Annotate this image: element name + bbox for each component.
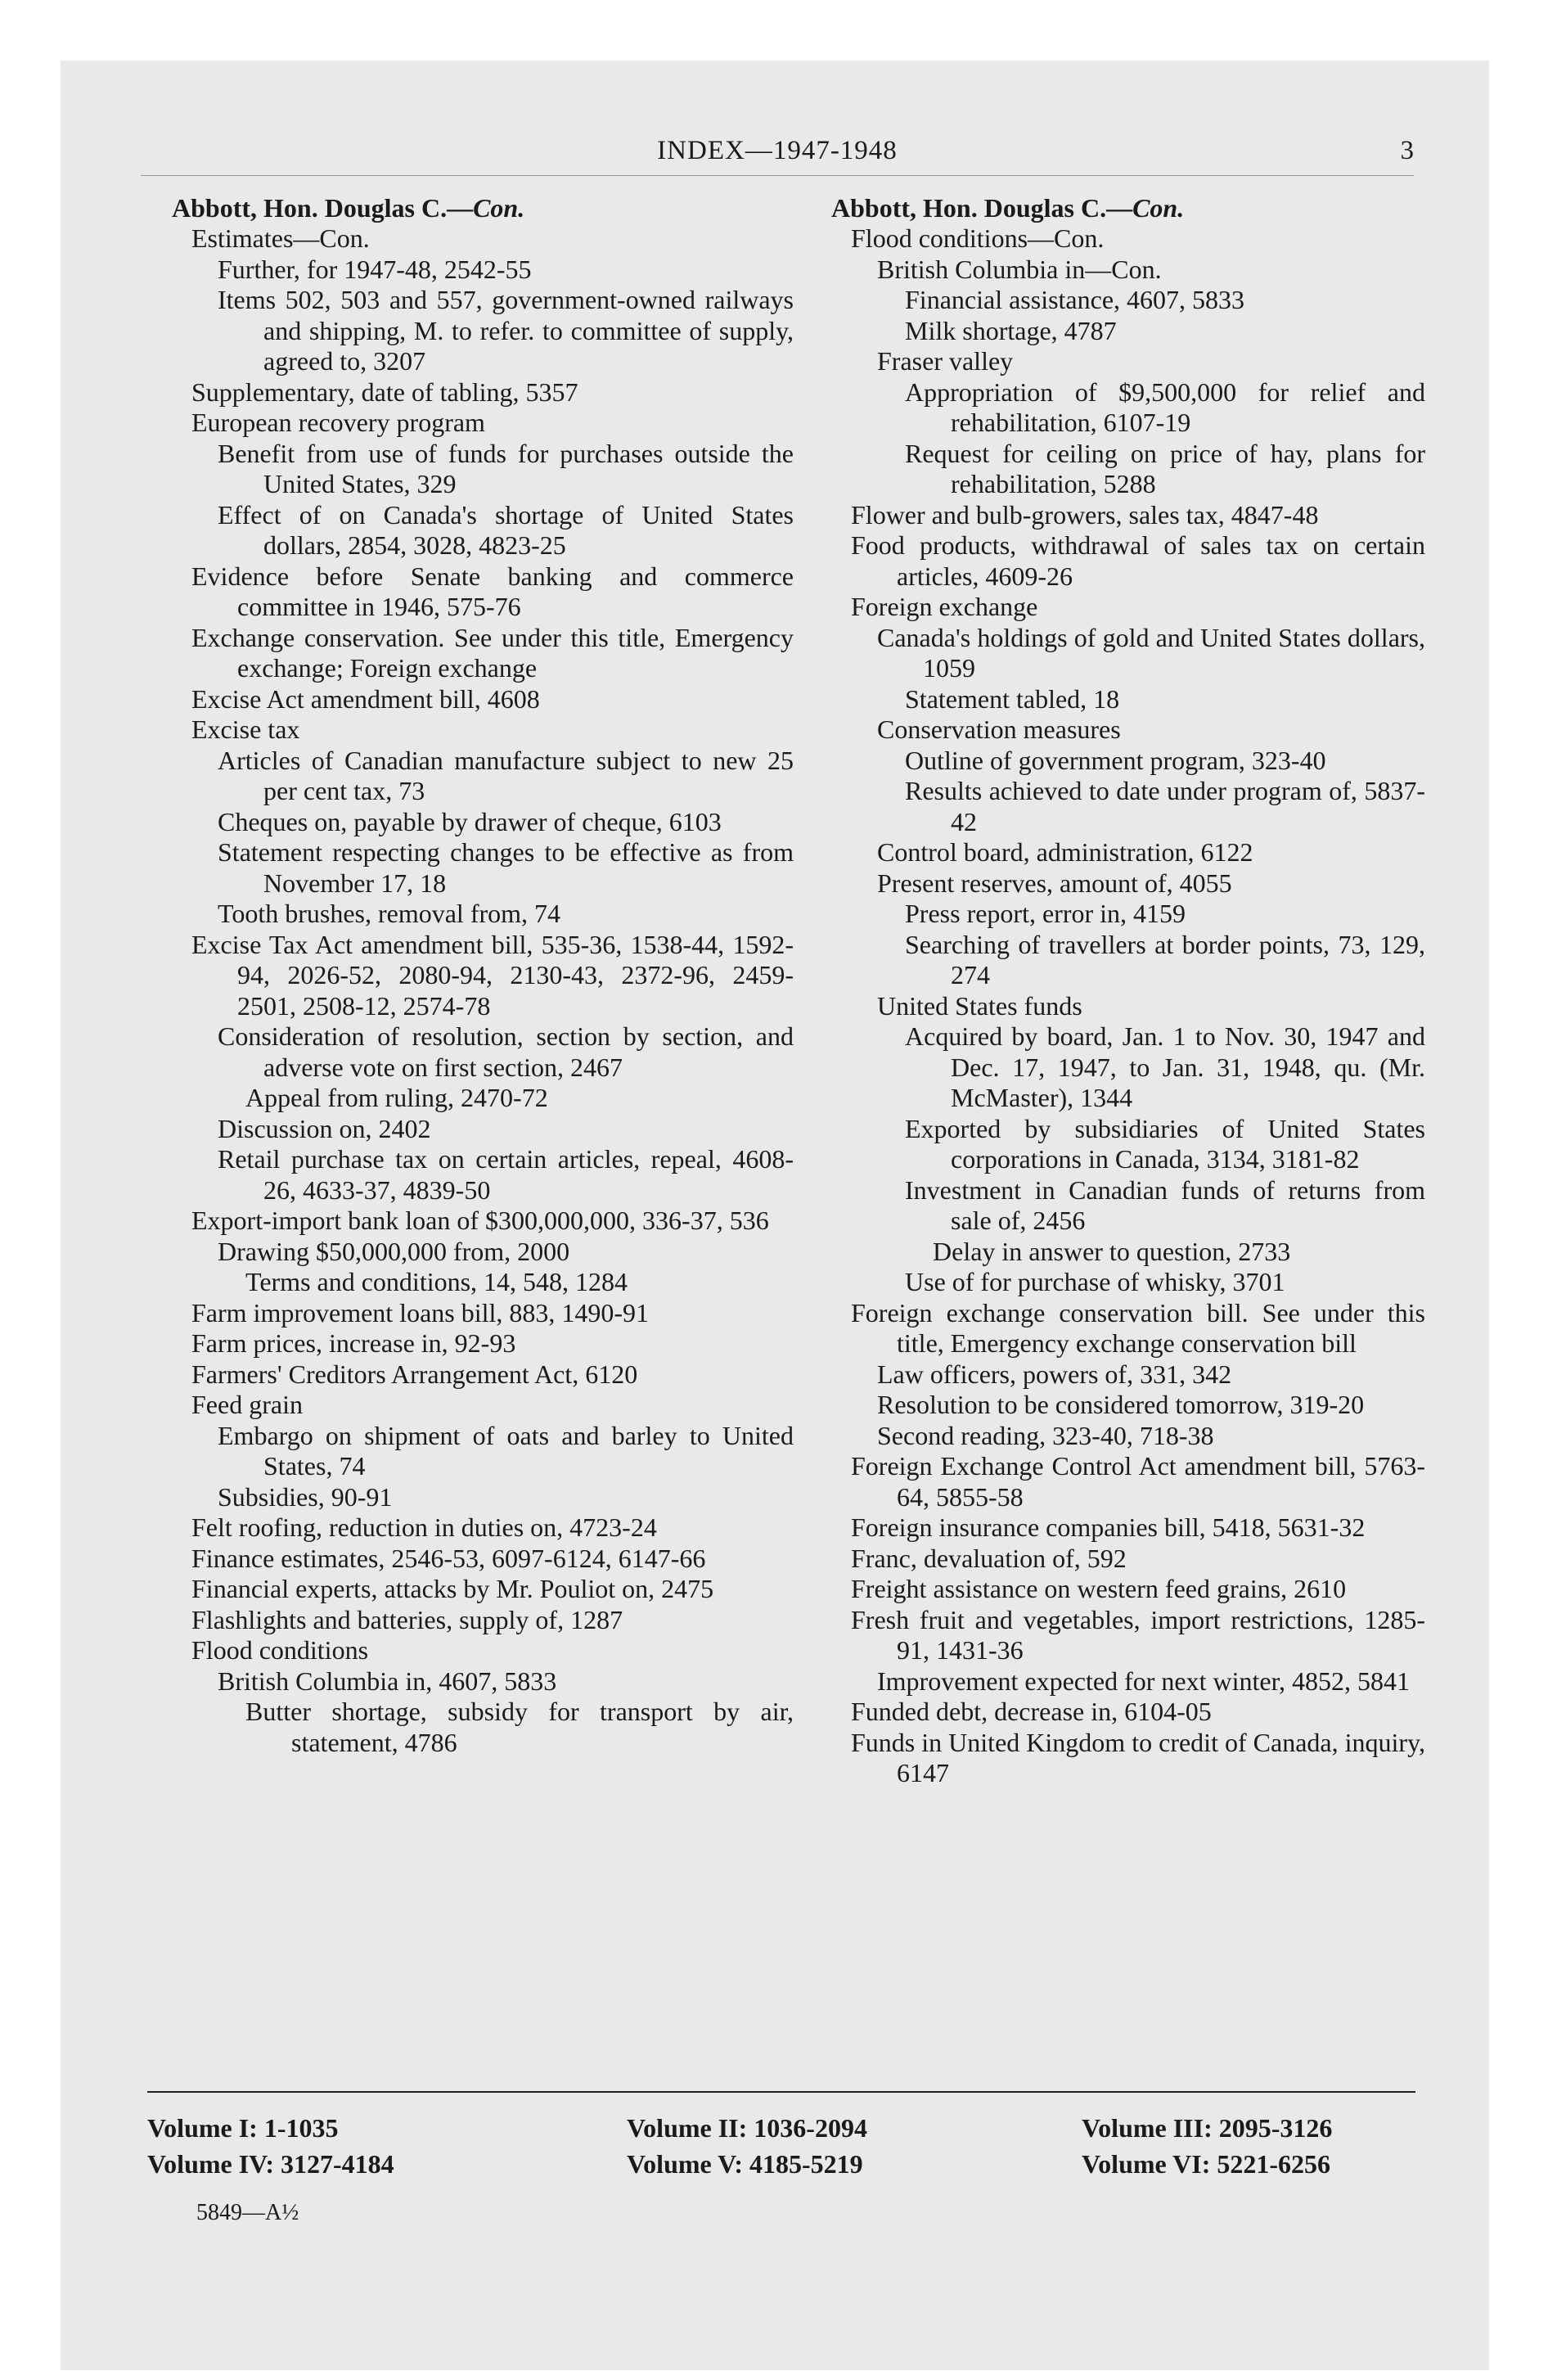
index-entry: Appeal from ruling, 2470-72 [245, 1083, 548, 1112]
index-entry: Supplementary, date of tabling, 5357 [191, 376, 578, 407]
index-entry: Foreign exchange conservation bill. See under this title, Emergency exchange conservation bill [851, 1297, 1425, 1358]
index-entry: Subsidies, 90-91 [218, 1481, 393, 1512]
index-entry: Statement respecting changes to be effective as from November 17, 18 [218, 837, 794, 898]
index-entry: Financial experts, attacks by Mr. Pouliot on, 2475 [191, 1574, 714, 1603]
index-entry: Fresh fruit and vegetables, import restrictions, 1285-91, 1431-36 [851, 1604, 1425, 1665]
volume-line: Volume III: 2095-3126 [1082, 2113, 1333, 2143]
index-entry: Statement tabled, 18 [905, 683, 1120, 714]
index-entry: Foreign Exchange Control Act amendment bill, 5763-64, 5855-58 [851, 1451, 1425, 1512]
index-entry: Butter shortage, subsidy for transport by air, statement, 4786 [245, 1697, 794, 1757]
left-column-heading: Abbott, Hon. Douglas C.—Con. [172, 193, 525, 223]
left-entries [172, 223, 794, 1758]
index-entry: Foreign insurance companies bill, 5418, 5631-32 [851, 1512, 1366, 1542]
index-entry: Excise Tax Act amendment bill, 535-36, 1538-44, 1592-94, 2026-52, 2080-94, 2130-43, 2372-96, 2459-2501, 2508-12, 2574-78 [191, 929, 794, 1021]
index-entry: Flashlights and batteries, supply of, 1287 [191, 1604, 623, 1634]
index-entry: Press report, error in, 4159 [905, 899, 1186, 928]
index-entry: Request for ceiling on price of hay, plans for rehabilitation, 5288 [905, 438, 1425, 498]
index-entry: Acquired by board, Jan. 1 to Nov. 30, 1947 and Dec. 17, 1947, to Jan. 31, 1948, qu. (Mr. McMaster), 1344 [905, 1021, 1425, 1112]
index-entry: Resolution to be considered tomorrow, 319-20 [877, 1390, 1365, 1419]
volume-line: Volume VI: 5221-6256 [1082, 2149, 1331, 2179]
volume-line: Volume IV: 3127-4184 [147, 2149, 394, 2179]
index-entry: Terms and conditions, 14, 548, 1284 [245, 1267, 628, 1296]
index-entry: Tooth brushes, removal from, 74 [218, 899, 561, 928]
index-entry: Flood conditions [191, 1635, 369, 1665]
index-entry: Food products, withdrawal of sales tax on certain articles, 4609-26 [851, 530, 1425, 591]
index-entry: Fraser valley [877, 346, 1014, 376]
right-column-heading: Abbott, Hon. Douglas C.—Con. [831, 193, 1185, 223]
right-column [831, 192, 1425, 1789]
index-entry: Flower and bulb-growers, sales tax, 4847-48 [851, 499, 1319, 530]
index-entry: Exchange conservation. See under this title, Emergency exchange; Foreign exchange [191, 622, 794, 683]
index-entry: Foreign exchange [851, 592, 1038, 621]
index-entry: Searching of travellers at border points, 73, 129, 274 [905, 929, 1425, 989]
index-entry: Farm improvement loans bill, 883, 1490-91 [191, 1297, 650, 1327]
index-entry: Outline of government program, 323-40 [905, 745, 1326, 775]
index-entry: Appropriation of $9,500,000 for relief and rehabilitation, 6107-19 [905, 376, 1425, 437]
index-entry: Feed grain [191, 1390, 303, 1419]
index-entry: Freight assistance on western feed grains, 2610 [851, 1574, 1347, 1603]
index-entry: Excise tax [191, 714, 300, 744]
index-entry: Control board, administration, 6122 [877, 837, 1253, 867]
index-entry: Felt roofing, reduction in duties on, 4723-24 [191, 1512, 657, 1542]
index-entry: Funds in United Kingdom to credit of Canada, inquiry, 6147 [851, 1727, 1425, 1787]
index-entry: Improvement expected for next winter, 4852, 5841 [877, 1666, 1410, 1696]
index-entry: Law officers, powers of, 331, 342 [877, 1359, 1232, 1389]
index-entry: Excise Act amendment bill, 4608 [191, 683, 540, 714]
index-entry: Milk shortage, 4787 [905, 315, 1117, 345]
page-header [141, 136, 1414, 177]
index-entry: Cheques on, payable by drawer of cheque, 6103 [218, 806, 722, 836]
index-entry: Exported by subsidiaries of United States corporations in Canada, 3134, 3181-82 [905, 1113, 1425, 1174]
index-entry: Present reserves, amount of, 4055 [877, 868, 1232, 898]
header-title: INDEX—1947-1948 [657, 136, 898, 165]
index-entry: Farm prices, increase in, 92-93 [191, 1328, 516, 1358]
index-entry: Embargo on shipment of oats and barley to United States, 74 [218, 1420, 794, 1481]
header-rule [141, 175, 1414, 176]
right-entries [831, 223, 1425, 1789]
index-entry: Effect of on Canada's shortage of United States dollars, 2854, 3028, 4823-25 [218, 499, 794, 560]
index-entry: Investment in Canadian funds of returns from sale of, 2456 [905, 1174, 1425, 1235]
volume-line: Volume I: 1-1035 [147, 2113, 339, 2143]
printer-mark: 5849—A½ [196, 2200, 299, 2225]
volume-line: Volume II: 1036-2094 [627, 2113, 867, 2143]
index-entry: Farmers' Creditors Arrangement Act, 6120 [191, 1359, 638, 1389]
index-entry: United States funds [877, 990, 1082, 1021]
index-entry: Financial assistance, 4607, 5833 [905, 285, 1245, 314]
index-entry: Delay in answer to question, 2733 [933, 1236, 1291, 1266]
index-entry: Consideration of resolution, section by section, and adverse vote on first section, 2467 [218, 1021, 794, 1082]
index-entry: Funded debt, decrease in, 6104-05 [851, 1697, 1212, 1726]
index-entry: European recovery program [191, 408, 485, 437]
index-entry: Second reading, 323-40, 718-38 [877, 1420, 1214, 1450]
index-entry: Evidence before Senate banking and commerce committee in 1946, 575-76 [191, 561, 794, 621]
page-number: 3 [1400, 136, 1414, 165]
volume-group-2 [627, 2110, 867, 2182]
index-entry: Canada's holdings of gold and United States dollars, 1059 [877, 622, 1425, 683]
index-entry: Retail purchase tax on certain articles, repeal, 4608-26, 4633-37, 4839-50 [218, 1144, 794, 1205]
index-entry: Articles of Canadian manufacture subject to new 25 per cent tax, 73 [218, 745, 794, 805]
index-entry: Results achieved to date under program of, 5837-42 [905, 776, 1425, 836]
index-entry: Further, for 1947-48, 2542-55 [218, 254, 532, 284]
volume-line: Volume V: 4185-5219 [627, 2149, 863, 2179]
index-entry: Conservation measures [877, 714, 1121, 744]
index-entry: Franc, devaluation of, 592 [851, 1543, 1127, 1573]
index-entry: Estimates—Con. [191, 223, 370, 253]
index-entry: British Columbia in, 4607, 5833 [218, 1666, 557, 1696]
volume-group-3 [1082, 2110, 1332, 2182]
index-entry: Flood conditions—Con. [851, 223, 1105, 253]
index-entry: Drawing $50,000,000 from, 2000 [218, 1236, 570, 1266]
index-entry: Export-import bank loan of $300,000,000, 336-37, 536 [191, 1206, 769, 1235]
footer-rule [147, 2091, 1415, 2093]
index-entry: Benefit from use of funds for purchases outside the United States, 329 [218, 438, 794, 498]
index-entry: Discussion on, 2402 [218, 1113, 431, 1143]
left-column [172, 192, 794, 1758]
index-entry: Items 502, 503 and 557, government-owned railways and shipping, M. to refer. to committee of supply, agreed to, 3207 [218, 285, 794, 376]
index-entry: British Columbia in—Con. [877, 254, 1162, 284]
index-entry: Finance estimates, 2546-53, 6097-6124, 6147-66 [191, 1543, 706, 1573]
volume-group-1 [147, 2110, 394, 2182]
index-entry: Use of for purchase of whisky, 3701 [905, 1267, 1285, 1296]
